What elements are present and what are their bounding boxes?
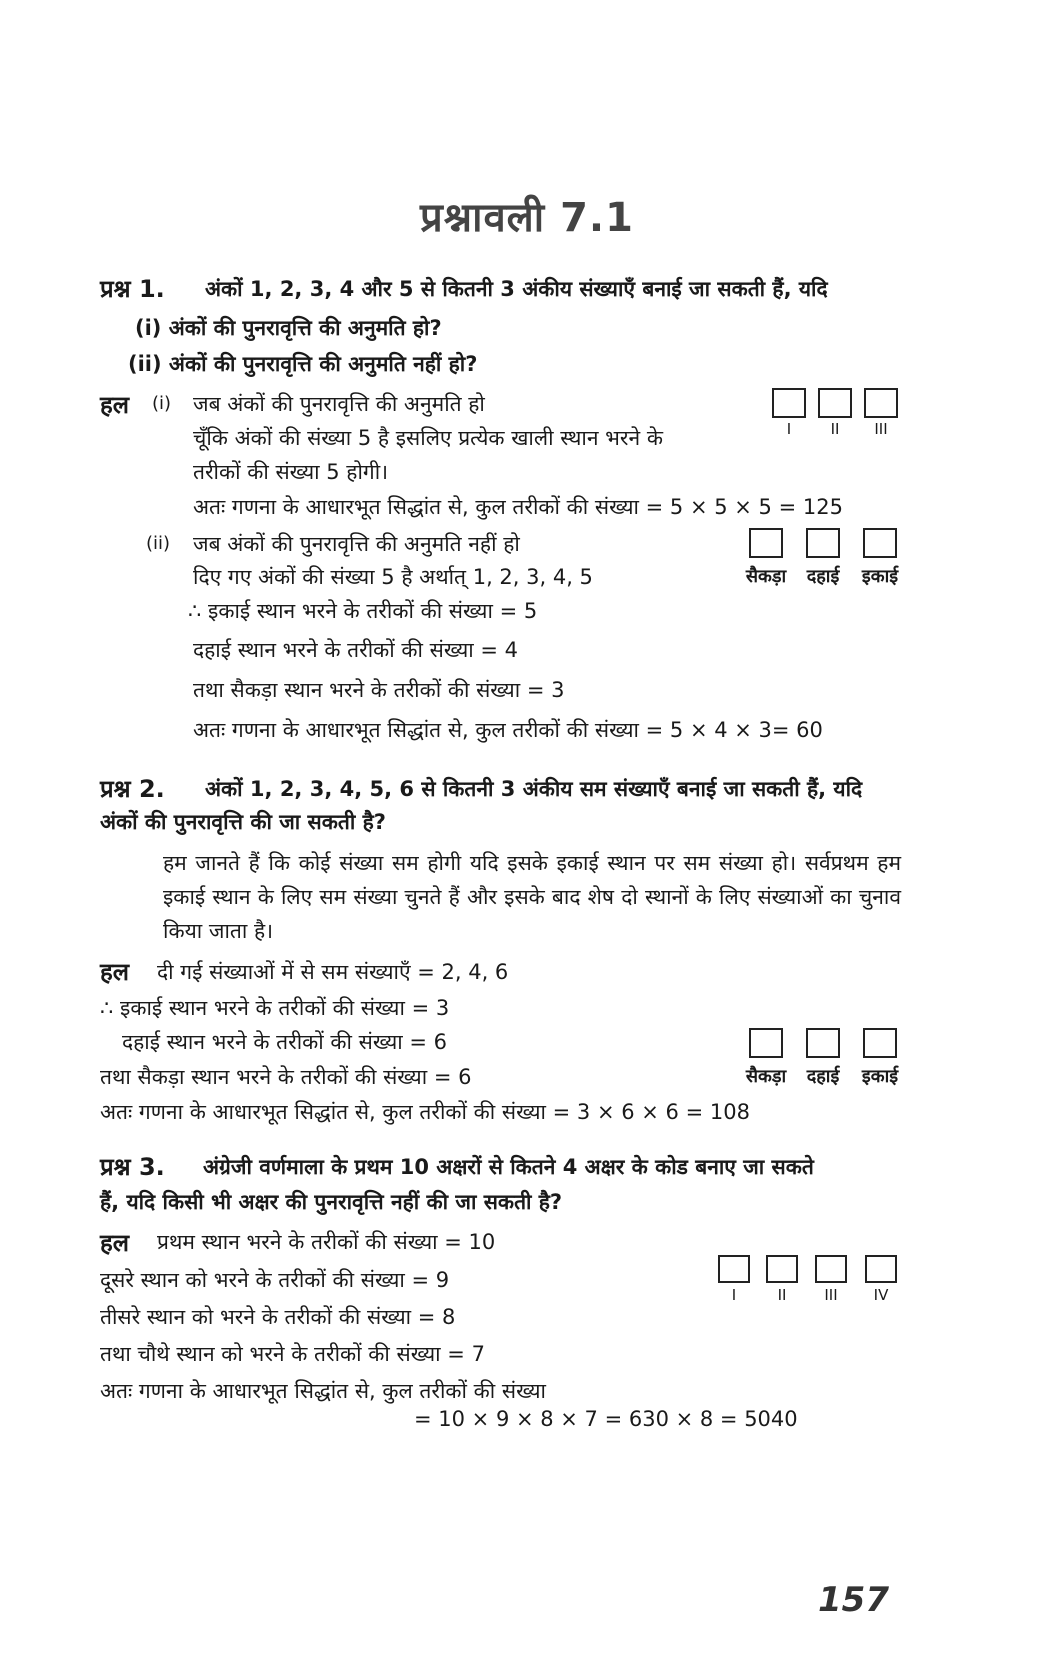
- question-1-text: अंकों 1, 2, 3, 4 और 5 से कितनी 3 अंकीय संख्याएँ बनाई जा सकती हैं, यदि: [205, 277, 828, 301]
- solution-3-line-1: प्रथम स्थान भरने के तरीकों की संख्या = 10: [157, 1230, 496, 1254]
- place-box: [806, 1028, 840, 1058]
- question-1-part-i: (i) अंकों की पुनरावृत्ति की अनुमति हो?: [135, 316, 442, 340]
- page-number: 157: [818, 1580, 889, 1620]
- place-box: [863, 1028, 897, 1058]
- solution-3-line-2: दूसरे स्थान को भरने के तरीकों की संख्या = 9: [100, 1268, 450, 1292]
- solution-1-ii-line-4: दहाई स्थान भरने के तरीकों की संख्या = 4: [193, 638, 519, 662]
- solution-3-label: हल: [100, 1229, 130, 1257]
- place-box-label: II: [777, 1286, 787, 1304]
- solution-1-ii-marker: (ii): [146, 533, 171, 554]
- place-box-label: सैकड़ा: [745, 1066, 787, 1087]
- solution-3-line-4: तथा चौथे स्थान को भरने के तरीकों की संख्या = 7: [100, 1342, 485, 1366]
- place-box-label: इकाई: [861, 566, 899, 587]
- place-box-label: इकाई: [861, 1066, 899, 1087]
- place-box: [865, 1255, 897, 1283]
- question-2-text-line-2: अंकों की पुनरावृत्ति की जा सकती है?: [100, 810, 386, 834]
- question-2-label: प्रश्न 2.: [100, 775, 165, 803]
- solution-2-line-2: ∴ इकाई स्थान भरने के तरीकों की संख्या = 3: [100, 996, 450, 1020]
- place-box-label: IV: [873, 1286, 889, 1304]
- solution-3-line-6: = 10 × 9 × 8 × 7 = 630 × 8 = 5040: [414, 1407, 798, 1431]
- solution-2-label: हल: [100, 958, 130, 986]
- question-3-text-line-1: अंग्रेजी वर्णमाला के प्रथम 10 अक्षरों से कितने 4 अक्षर के कोड बनाए जा सकते: [203, 1155, 814, 1179]
- solution-1-i-line-2: चूँकि अंकों की संख्या 5 है इसलिए प्रत्येक खाली स्थान भरने के: [193, 426, 663, 450]
- solution-1-ii-line-5: तथा सैकड़ा स्थान भरने के तरीकों की संख्या = 3: [193, 678, 565, 702]
- solution-1-ii-line-6: अतः गणना के आधारभूत सिद्धांत से, कुल तरीकों की संख्या = 5 × 4 × 3= 60: [193, 718, 823, 742]
- solution-3-line-3: तीसरे स्थान को भरने के तरीकों की संख्या = 8: [100, 1305, 456, 1329]
- place-box: [818, 388, 852, 418]
- solution-1-ii-line-3: ∴ इकाई स्थान भरने के तरीकों की संख्या = 5: [188, 599, 538, 623]
- place-box-label: सैकड़ा: [745, 566, 787, 587]
- place-box: [815, 1255, 847, 1283]
- place-box-label: I: [786, 420, 792, 438]
- question-3-label: प्रश्न 3.: [100, 1153, 165, 1181]
- place-box: [749, 1028, 783, 1058]
- question-2-text-line-1: अंकों 1, 2, 3, 4, 5, 6 से कितनी 3 अंकीय सम संख्याएँ बनाई जा सकती हैं, यदि: [205, 777, 863, 801]
- solution-1-ii-line-2: दिए गए अंकों की संख्या 5 है अर्थात् 1, 2, 3, 4, 5: [193, 565, 593, 589]
- solution-3-line-5: अतः गणना के आधारभूत सिद्धांत से, कुल तरीकों की संख्या: [100, 1379, 546, 1403]
- place-box: [863, 528, 897, 558]
- place-box-label: III: [874, 420, 888, 438]
- question-3-text-line-2: हैं, यदि किसी भी अक्षर की पुनरावृत्ति नहीं की जा सकती है?: [100, 1190, 563, 1214]
- place-box-label: I: [731, 1286, 737, 1304]
- place-box: [766, 1255, 798, 1283]
- place-box-label: दहाई: [806, 1066, 840, 1087]
- place-box-label: III: [824, 1286, 838, 1304]
- solution-1-i-line-1: जब अंकों की पुनरावृत्ति की अनुमति हो: [193, 392, 485, 416]
- question-1-part-ii: (ii) अंकों की पुनरावृत्ति की अनुमति नहीं हो?: [128, 352, 478, 376]
- solution-1-ii-line-1: जब अंकों की पुनरावृत्ति की अनुमति नहीं हो: [193, 532, 520, 556]
- page-title: प्रश्नावली 7.1: [420, 195, 634, 241]
- place-box: [718, 1255, 750, 1283]
- place-box: [806, 528, 840, 558]
- solution-2-line-1: दी गई संख्याओं में से सम संख्याएँ = 2, 4, 6: [157, 960, 509, 984]
- place-box: [772, 388, 806, 418]
- question-1-label: प्रश्न 1.: [100, 275, 165, 303]
- place-box: [864, 388, 898, 418]
- place-box-label: दहाई: [806, 566, 840, 587]
- solution-1-i-line-4: अतः गणना के आधारभूत सिद्धांत से, कुल तरीकों की संख्या = 5 × 5 × 5 = 125: [193, 495, 843, 519]
- solution-2-line-5: अतः गणना के आधारभूत सिद्धांत से, कुल तरीकों की संख्या = 3 × 6 × 6 = 108: [100, 1100, 750, 1124]
- question-2-explanation: हम जानते हैं कि कोई संख्या सम होगी यदि इसके इकाई स्थान पर सम संख्या हो। सर्वप्रथम हम इकाई स्थान के लिए सम संख्या चुनते हैं और इसके बाद शेष दो स्थानों के लिए संख्याओं का चुनाव किया जाता है।: [163, 851, 901, 943]
- solution-1-i-line-3: तरीकों की संख्या 5 होगी।: [193, 460, 389, 484]
- place-box-label: II: [830, 420, 840, 438]
- solution-2-line-3: दहाई स्थान भरने के तरीकों की संख्या = 6: [122, 1030, 448, 1054]
- solution-1-i-marker: (i): [152, 393, 172, 414]
- place-box: [749, 528, 783, 558]
- solution-1-label: हल: [100, 391, 130, 419]
- solution-2-line-4: तथा सैकड़ा स्थान भरने के तरीकों की संख्या = 6: [100, 1065, 472, 1089]
